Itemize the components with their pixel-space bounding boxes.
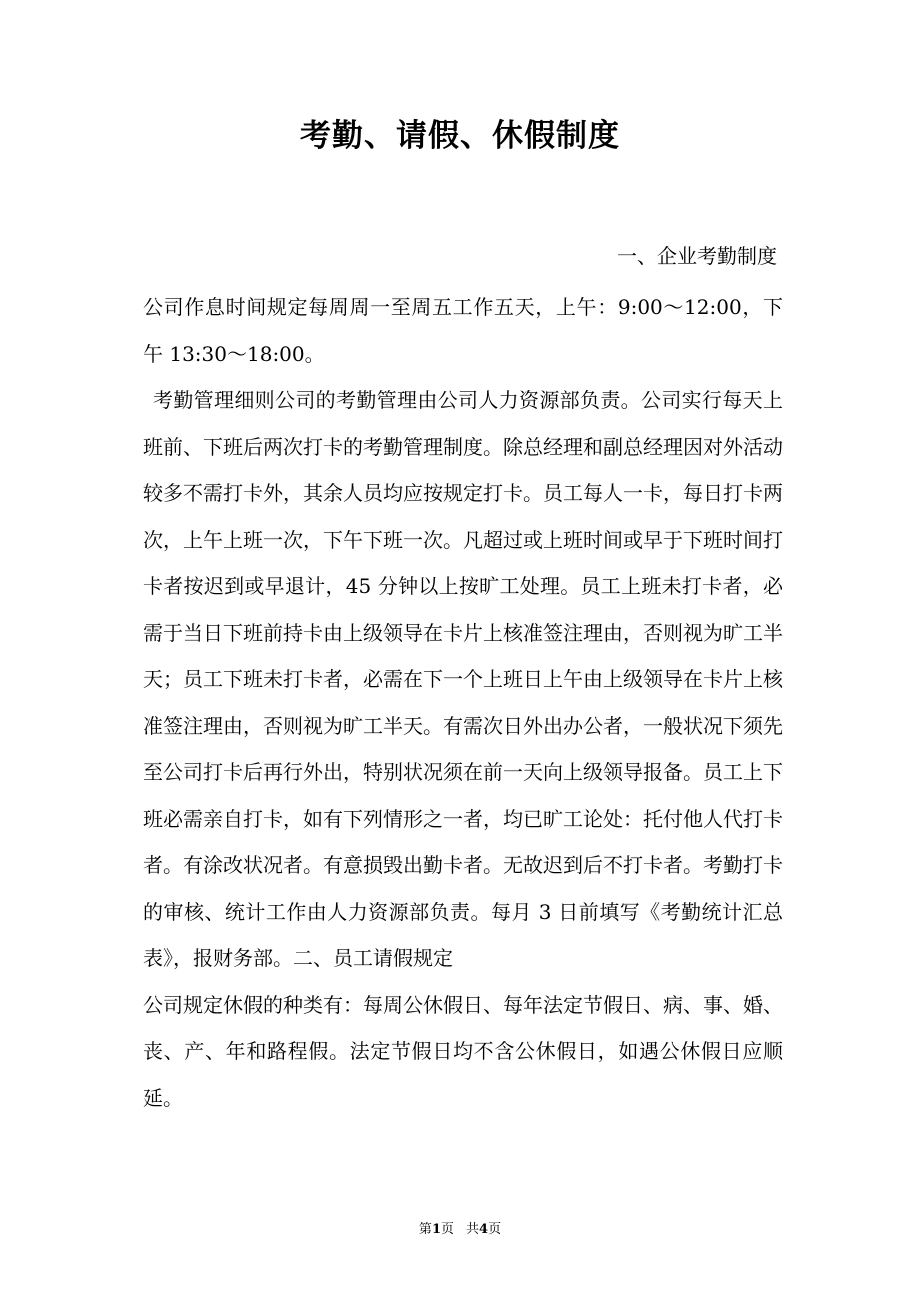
footer-page-total: 4: [479, 1222, 489, 1237]
footer-page-prefix: 第: [418, 1222, 432, 1237]
footer-total-suffix: 页: [488, 1222, 502, 1237]
footer-page-current: 1: [431, 1222, 441, 1237]
paragraph-leave-types: 公司规定休假的种类有：每周公休假日、每年法定节假日、病、事、婚、丧、产、年和路程假。法定节假日均不含公休假日，如遇公休假日应顺延。: [143, 992, 783, 1110]
footer-page-suffix: 页: [440, 1222, 454, 1237]
document-title: 考勤、请假、休假制度: [300, 118, 620, 154]
paragraph-work-hours: 公司作息时间规定每周周一至周五工作五天，上午：9:00～12:00，下午 13:30～18:00。: [143, 295, 783, 366]
page-footer: [0, 1220, 920, 1240]
footer-total-prefix: 共: [466, 1222, 480, 1237]
paragraph-attendance-rules: 考勤管理细则公司的考勤管理由公司人力资源部负责。公司实行每天上班前、下班后两次打卡的考勤管理制度。除总经理和副总经理因对外活动较多不需打卡外，其余人员均应按规定打卡。员工每人一卡，每日打卡两次，上午上班一次，下午下班一次。凡超过或上班时间或早于下班时间打卡者按迟到或早退计，45 分钟以上按旷工处理。员工上班未打卡者，必需于当日下班前持卡由上级领导在卡片上核准签注理由，否则视为旷工半天；员工下班未打卡者，必需在下一个上班日上午由上级领导在卡片上核准签注理由，否则视为旷工半天。有需次日外出办公者，一般状况下须先至公司打卡后再行外出，特别状况须在前一天向上级领导报备。员工上下班必需亲自打卡，如有下列情形之一者，均已旷工论处：托付他人代打卡者。有涂改状况者。有意损毁出勤卡者。无故迟到后不打卡者。考勤打卡的审核、统计工作由人力资源部负责。每月 3 日前填写《考勤统计汇总表》，报财务部。二、员工请假规定: [143, 388, 783, 970]
document-body: [143, 284, 783, 1121]
section-heading: 一、企业考勤制度: [617, 244, 777, 268]
